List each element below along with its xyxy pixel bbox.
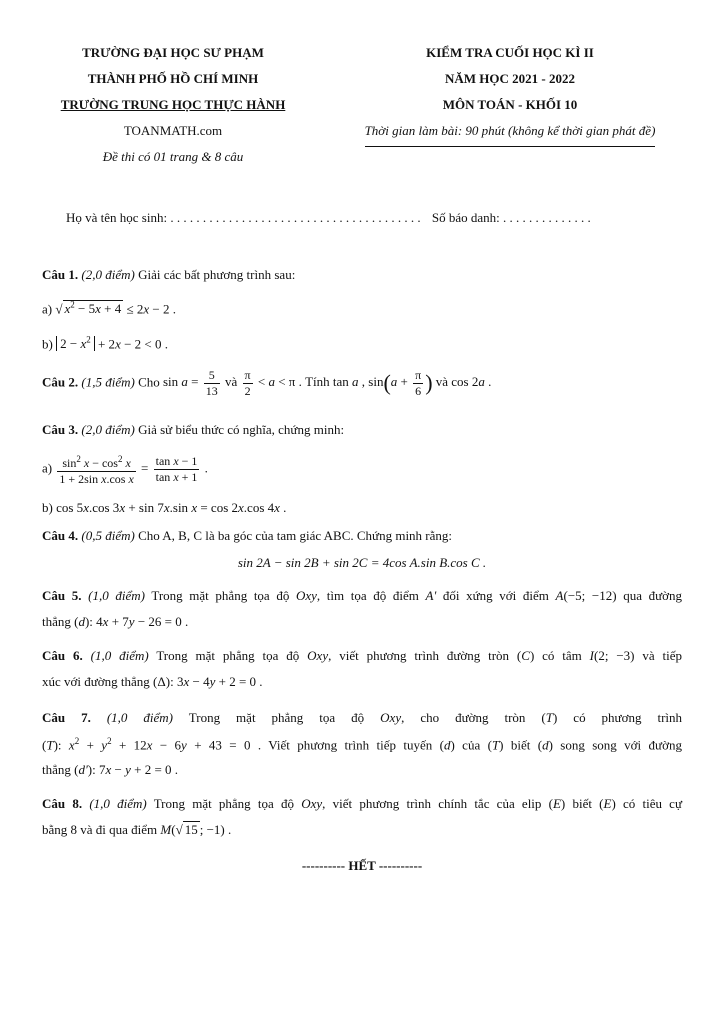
question-3: Câu 3. (2,0 điểm) Giả sử biểu thức có nghĩa, chứng minh: xyxy=(42,422,345,437)
student-id-field: Số báo danh: . . . . . . . . . . . . . . xyxy=(431,210,591,225)
question-7-line2: (T): $x^2 + y^2 + 12x - 6y + 43 = 0$ . Viết phương trình tiếp tuyến (d) của (T) biết (d) song song với đường xyxy=(42,736,682,753)
question-4: Câu 4. (0,5 điểm) Cho A, B, C là ba góc của tam giác ABC. Chứng minh rằng: xyxy=(42,528,453,543)
question-1a: a) √ $x^2 - 5x + 4 \le 2x - 2$ . xyxy=(42,300,177,317)
school-name: TRƯỜNG TRUNG HỌC THỰC HÀNH xyxy=(60,97,286,112)
website: TOANMATH.com xyxy=(123,123,223,138)
question-8: Câu 8. (1,0 điểm) Trong mặt phẳng tọa độ Oxy, viết phương trình chính tắc của elip (E) biết (E) có tiêu cự xyxy=(42,796,682,811)
city-name: THÀNH PHỐ HỒ CHÍ MINH xyxy=(87,71,259,86)
question-5-line2: thẳng (d): 4x + 7y − 26 = 0 . xyxy=(42,614,189,629)
university-name: TRƯỜNG ĐẠI HỌC SƯ PHẠM xyxy=(82,45,264,60)
time-limit: Thời gian làm bài: 90 phút (không kể thời gian phát đề) xyxy=(365,118,656,147)
page-count-note: Đề thi có 01 trang & 8 câu xyxy=(102,149,244,164)
question-5: Câu 5. (1,0 điểm) Trong mặt phẳng tọa độ Oxy, tìm tọa độ điểm A' đối xứng với điểm A(−5; −12) qua đường xyxy=(42,588,683,603)
question-6-line2: xúc với đường thẳng (Δ): 3x − 4y + 2 = 0 . xyxy=(42,674,263,689)
question-4-formula: sin 2A − sin 2B + sin 2C = 4cos A.sin B.cos C . xyxy=(237,555,487,570)
end-marker: ---------- HẾT ---------- xyxy=(301,858,423,873)
school-header xyxy=(38,40,308,170)
question-7: Câu 7. (1,0 điểm) Trong mặt phẳng tọa độ Oxy, cho đường tròn (T) có phương trình xyxy=(42,710,683,725)
question-8-line2: bằng 8 và đi qua điểm M(√ 15 ; −1) . xyxy=(42,822,232,837)
question-1b: b) $2 - x^2 + 2x - 2 < 0$ . xyxy=(42,335,169,352)
school-year: NĂM HỌC 2021 - 2022 xyxy=(445,71,575,86)
question-6: Câu 6. (1,0 điểm) Trong mặt phẳng tọa độ Oxy, viết phương trình đường tròn (C) có tâm I(2; −3) và tiếp xyxy=(42,648,682,663)
question-3a: a) $\frac{\sin^2 x - \cos^2 x}{\text{1 + 2sin x.cos x}}$ = $\frac{\text{tan x − 1}}{\text{tan x + 1}}$ . xyxy=(42,454,208,486)
subject: MÔN TOÁN - KHỐI 10 xyxy=(442,97,578,112)
student-name-field: Họ và tên học sinh: . . . . . . . . . . . . . . . . . . . . . . . . . . . . . . . . . . . . . . . xyxy=(66,210,421,225)
question-3b: b) cos 5x.cos 3x + sin 7x.sin x = cos 2x.cos 4x . xyxy=(42,500,287,515)
question-7-line3: thẳng (d'): 7x − y + 2 = 0 . xyxy=(42,762,179,777)
exam-header xyxy=(330,40,690,147)
student-info xyxy=(66,210,686,226)
question-1: Câu 1. (2,0 điểm) Giải các bất phương trình sau: xyxy=(42,267,296,282)
exam-title: KIỂM TRA CUỐI HỌC KÌ II xyxy=(426,45,594,60)
question-2: Câu 2. (1,5 điểm) Cho sin a = $\frac{5}{13}$ và $\frac{\pi}{2}$ < a < π . Tính tan a , sin(a + $\frac{\pi}{6}$ ) và cos 2a . xyxy=(42,368,492,398)
